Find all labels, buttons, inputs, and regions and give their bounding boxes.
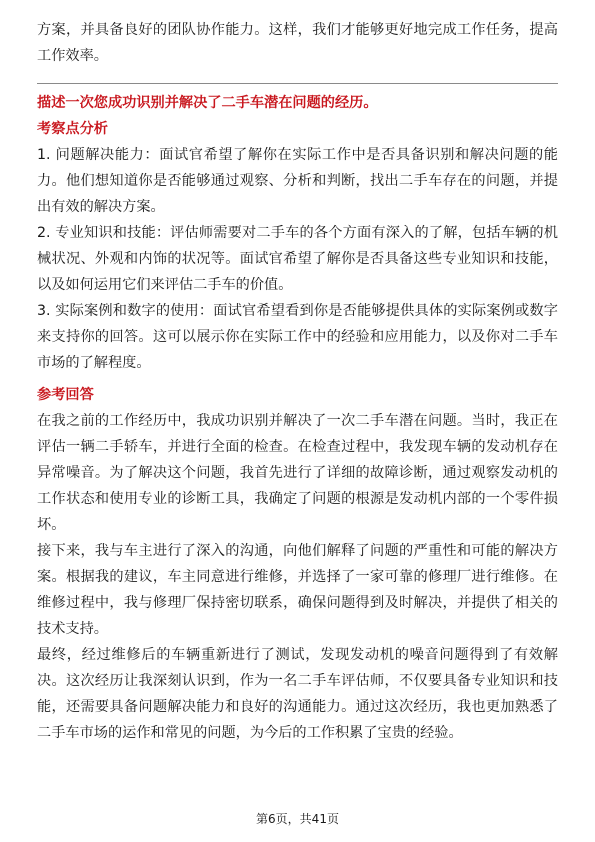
section-divider — [37, 83, 558, 84]
answer-paragraph: 接下来，我与车主进行了深入的沟通，向他们解释了问题的严重性和可能的解决方案。根据我的建议，车主同意进行维修，并选择了一家可靠的修理厂进行维修。在维修过程中，我与修理厂保持密切联系，确保问题得到及时解决，并提供了相关的技术支持。 — [37, 543, 558, 637]
analysis-item: 2. 专业知识和技能：评估师需要对二手车的各个方面有深入的了解，包括车辆的机械状况、外观和内饰的状况等。面试官希望了解你是否具备这些专业知识和技能，以及如何运用它们来评估二手车的价值。 — [37, 225, 558, 293]
answer-title: 参考回答 — [37, 387, 94, 403]
answer-paragraph: 在我之前的工作经历中，我成功识别并解决了一次二手车潜在问题。当时，我正在评估一辆二手轿车，并进行全面的检查。在检查过程中，我发现车辆的发动机存在异常噪音。为了解决这个问题，我首先进行了详细的故障诊断，通过观察发动机的工作状态和使用专业的诊断工具，我确定了问题的根源是发动机内部的一个零件损坏。 — [37, 413, 558, 533]
analysis-item: 1. 问题解决能力：面试官希望了解你在实际工作中是否具备识别和解决问题的能力。他们想知道你是否能够通过观察、分析和判断，找出二手车存在的问题，并提出有效的解决方案。 — [37, 147, 558, 215]
analysis-title: 考察点分析 — [37, 121, 108, 137]
page-number-footer: 第6页，共41页 — [256, 812, 339, 826]
page-content — [37, 17, 558, 746]
question-heading: 描述一次您成功识别并解决了二手车潜在问题的经历。 — [37, 95, 378, 111]
answer-paragraph: 最终，经过维修后的车辆重新进行了测试，发现发动机的噪音问题得到了有效解决。这次经历让我深刻认识到，作为一名二手车评估师，不仅要具备专业知识和技能，还需要具备问题解决能力和良好的沟通能力。通过这次经历，我也更加熟悉了二手车市场的运作和常见的问题，为今后的工作积累了宝贵的经验。 — [37, 647, 558, 741]
intro-paragraph: 方案，并具备良好的团队协作能力。这样，我们才能够更好地完成工作任务，提高工作效率。 — [37, 22, 558, 64]
analysis-item: 3. 实际案例和数字的使用：面试官希望看到你是否能够提供具体的实际案例或数字来支持你的回答。这可以展示你在实际工作中的经验和应用能力，以及你对二手车市场的了解程度。 — [37, 303, 558, 371]
